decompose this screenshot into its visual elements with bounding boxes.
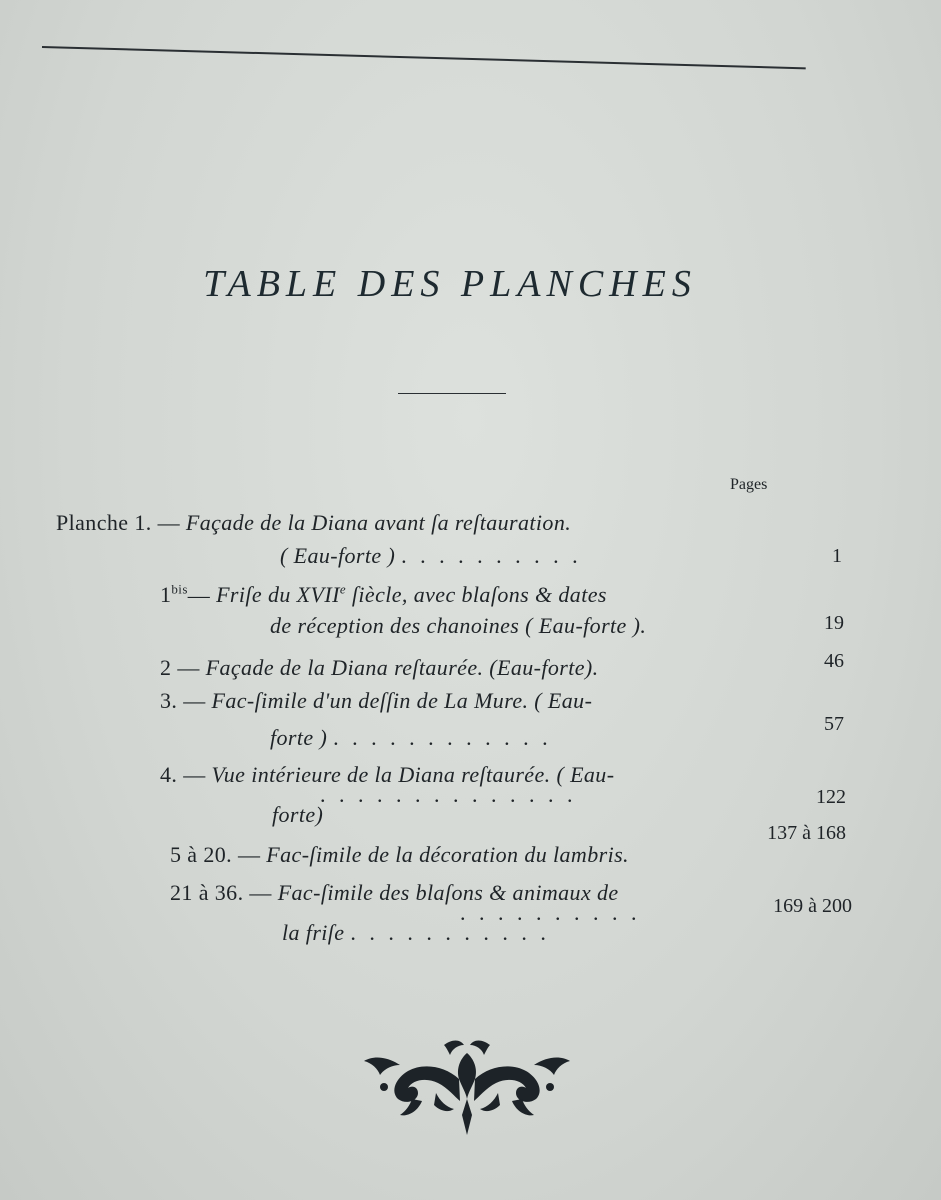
page-title: TABLE DES PLANCHES xyxy=(203,263,697,305)
entry-5-dash: — xyxy=(237,842,261,867)
entry-3-dash: — xyxy=(183,688,206,713)
entry-1-leader: . . . . . . . . . . xyxy=(401,543,582,568)
entry-1bis-description: Friſe du XVIIe ſiècle, avec blaſons & dates xyxy=(216,582,607,608)
entry-3-description: Fac-ſimile d'un deſſin de La Mure. ( Eau- xyxy=(211,688,593,713)
entry-6-description-2: la friſe xyxy=(282,920,345,945)
entry-1-line-1 xyxy=(56,510,571,536)
title-rule xyxy=(398,393,506,394)
entry-4-description: Vue intérieure de la Diana reſtaurée. ( Eau- xyxy=(211,762,615,787)
top-rule xyxy=(42,46,806,69)
entry-3-line-1 xyxy=(160,688,592,714)
entry-6-page: 169 à 200 xyxy=(773,895,852,917)
entry-4-page: 122 xyxy=(816,786,846,808)
entry-3-label: 3. xyxy=(160,688,178,713)
entry-2-line-1 xyxy=(160,655,599,681)
entry-1-dash: — xyxy=(157,510,180,535)
entry-1-line-2 xyxy=(280,543,582,569)
entry-4-line-2 xyxy=(272,802,323,828)
entry-5-description: Fac-ſimile de la décoration du lambris. xyxy=(266,842,629,867)
entry-1-page: 1 xyxy=(832,545,842,567)
entry-3-leader: . . . . . . . . . . . . xyxy=(333,725,552,750)
entry-3-page: 57 xyxy=(824,713,844,735)
fleuron-ornament-icon xyxy=(360,1035,575,1140)
entry-1bis-dash: — xyxy=(187,582,211,608)
entry-6-line-2 xyxy=(282,920,550,946)
pages-column-header: Pages xyxy=(730,476,768,493)
entry-4-label: 4. xyxy=(160,762,178,787)
entry-1bis-line-1 xyxy=(160,582,607,608)
entry-1-description: Façade de la Diana avant ſa reſtauration. xyxy=(185,510,572,535)
entry-6-label: 21 à 36. xyxy=(170,880,244,905)
entry-3-line-2 xyxy=(270,725,552,751)
entry-4-leader: . . . . . . . . . . . . . . xyxy=(320,782,577,807)
entry-1bis-line-2 xyxy=(270,613,646,639)
entry-6-description: Fac-ſimile des blaſons & animaux de xyxy=(277,880,619,905)
entry-1bis-page: 19 xyxy=(824,612,844,634)
entry-1-label: Planche 1. xyxy=(56,510,152,535)
entry-4-leader-line xyxy=(320,782,577,808)
entry-5-line-1 xyxy=(170,842,629,868)
entry-5-label: 5 à 20. xyxy=(170,842,233,867)
entry-1bis-label: $1^{bis}$ xyxy=(160,582,188,608)
entry-3-description-2: forte ) xyxy=(270,725,328,750)
entry-6-leader-2: . . . . . . . . . . . xyxy=(350,920,550,945)
entry-4-dash: — xyxy=(183,762,206,787)
entry-5-page: 137 à 168 xyxy=(767,822,846,844)
entry-6-dash: — xyxy=(249,880,272,905)
entry-2-page: 46 xyxy=(824,650,844,672)
entry-2-label: 2 xyxy=(160,655,172,680)
entry-2-description: Façade de la Diana reſtaurée. (Eau-forte). xyxy=(205,655,599,680)
entry-1-description-2: ( Eau-forte ) xyxy=(280,543,396,568)
entry-6-leader: . . . . . . . . . . xyxy=(460,900,641,925)
entry-1bis-description-2: de réception des chanoines ( Eau-forte ). xyxy=(270,613,647,638)
entry-4-description-2: forte) xyxy=(272,802,324,827)
entry-2-dash: — xyxy=(177,655,200,680)
